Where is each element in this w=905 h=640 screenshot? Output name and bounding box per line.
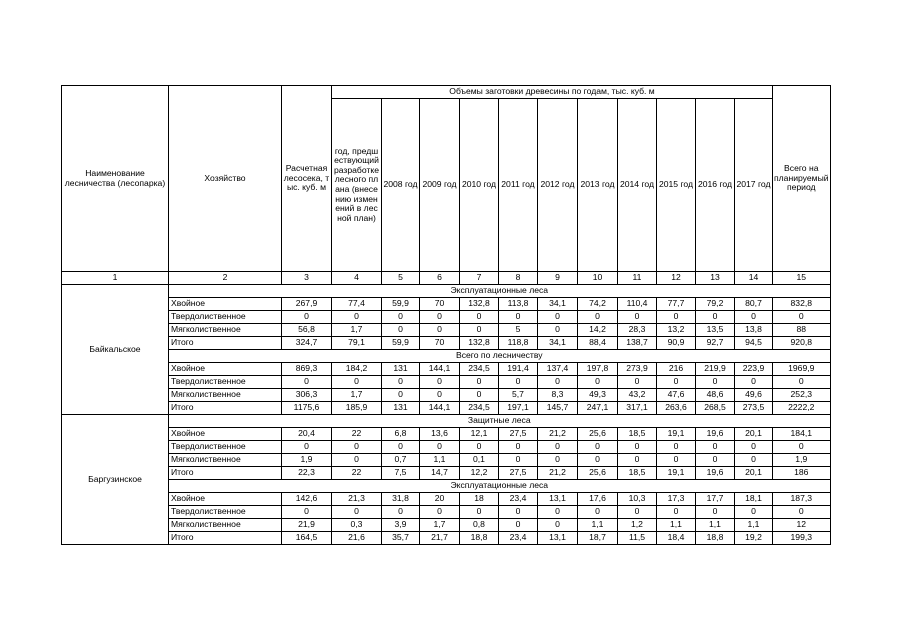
table-row (62, 506, 831, 519)
column-number: 9 (538, 272, 578, 285)
value-cell: 0 (657, 311, 696, 324)
value-cell: 267,9 (282, 298, 332, 311)
value-cell: 31,8 (382, 493, 420, 506)
value-cell: 1,2 (618, 519, 657, 532)
value-cell: 0 (657, 376, 696, 389)
value-cell: 0 (696, 376, 735, 389)
value-cell: 18,5 (618, 467, 657, 480)
value-cell: 0 (382, 324, 420, 337)
value-cell: 5,7 (499, 389, 538, 402)
column-numbers-row (62, 272, 831, 285)
value-cell: 21,3 (332, 493, 382, 506)
value-cell: 88,4 (578, 337, 618, 350)
value-cell: 23,4 (499, 493, 538, 506)
value-cell: 70 (420, 298, 460, 311)
value-cell: 19,6 (696, 467, 735, 480)
value-cell: 3,9 (382, 519, 420, 532)
table-row (62, 311, 831, 324)
value-cell: 0 (657, 506, 696, 519)
value-cell: 0 (618, 506, 657, 519)
value-cell: 77,7 (657, 298, 696, 311)
value-cell: 18,5 (618, 428, 657, 441)
value-cell: 0,8 (460, 519, 499, 532)
value-cell: 0 (657, 441, 696, 454)
table-row (62, 519, 831, 532)
value-cell: 869,3 (282, 363, 332, 376)
value-cell: 13,5 (696, 324, 735, 337)
value-cell: 0 (773, 311, 831, 324)
value-cell: 0,7 (382, 454, 420, 467)
value-cell: 216 (657, 363, 696, 376)
value-cell: 0 (332, 311, 382, 324)
value-cell: 34,1 (538, 337, 578, 350)
header-year: 2013 год (578, 99, 618, 272)
header-year: 2009 год (420, 99, 460, 272)
value-cell: 197,1 (499, 402, 538, 415)
value-cell: 0 (773, 441, 831, 454)
value-cell: 19,6 (696, 428, 735, 441)
value-cell: 0,1 (460, 454, 499, 467)
value-cell: 0 (382, 441, 420, 454)
value-cell: 0 (460, 389, 499, 402)
value-cell: 0 (420, 324, 460, 337)
value-cell: 184,2 (332, 363, 382, 376)
value-cell: 0 (578, 454, 618, 467)
value-cell: 219,9 (696, 363, 735, 376)
value-cell: 273,5 (735, 402, 773, 415)
value-cell: 0 (538, 376, 578, 389)
header-year: 2011 год (499, 99, 538, 272)
value-cell: 21,7 (420, 532, 460, 545)
value-cell: 263,6 (657, 402, 696, 415)
section-title: Всего по лесничеству (169, 350, 831, 363)
economy-type: Твердолиственное (169, 311, 282, 324)
value-cell: 0 (773, 506, 831, 519)
value-cell: 47,6 (657, 389, 696, 402)
value-cell: 113,8 (499, 298, 538, 311)
value-cell: 34,1 (538, 298, 578, 311)
value-cell: 94,5 (735, 337, 773, 350)
table-row (62, 376, 831, 389)
value-cell: 17,3 (657, 493, 696, 506)
value-cell: 0 (657, 454, 696, 467)
value-cell: 48,6 (696, 389, 735, 402)
value-cell: 18,7 (578, 532, 618, 545)
value-cell: 0 (735, 441, 773, 454)
header-year: 2010 год (460, 99, 499, 272)
economy-type: Хвойное (169, 363, 282, 376)
value-cell: 0 (735, 376, 773, 389)
value-cell: 0 (382, 376, 420, 389)
value-cell: 234,5 (460, 363, 499, 376)
value-cell: 0 (282, 506, 332, 519)
table-row (62, 389, 831, 402)
value-cell: 1,9 (282, 454, 332, 467)
value-cell: 0 (282, 376, 332, 389)
value-cell: 13,1 (538, 532, 578, 545)
economy-type: Итого (169, 532, 282, 545)
value-cell: 22,3 (282, 467, 332, 480)
economy-type: Итого (169, 402, 282, 415)
value-cell: 20,1 (735, 467, 773, 480)
value-cell: 0 (460, 441, 499, 454)
value-cell: 1,1 (696, 519, 735, 532)
header-allowable-cut: Расчетная лесосека, тыс. куб. м (282, 86, 332, 272)
economy-type: Мягколиственное (169, 389, 282, 402)
value-cell: 0 (499, 376, 538, 389)
value-cell: 0 (735, 506, 773, 519)
value-cell: 35,7 (382, 532, 420, 545)
value-cell: 18,4 (657, 532, 696, 545)
table-row (62, 493, 831, 506)
value-cell: 1969,9 (773, 363, 831, 376)
economy-type: Твердолиственное (169, 441, 282, 454)
value-cell: 27,5 (499, 428, 538, 441)
column-number: 11 (618, 272, 657, 285)
value-cell: 28,3 (618, 324, 657, 337)
value-cell: 0 (538, 441, 578, 454)
value-cell: 110,4 (618, 298, 657, 311)
value-cell: 273,9 (618, 363, 657, 376)
value-cell: 0 (382, 389, 420, 402)
value-cell: 14,7 (420, 467, 460, 480)
value-cell: 59,9 (382, 337, 420, 350)
value-cell: 247,1 (578, 402, 618, 415)
column-number: 14 (735, 272, 773, 285)
value-cell: 118,8 (499, 337, 538, 350)
value-cell: 22 (332, 428, 382, 441)
column-number: 4 (332, 272, 382, 285)
value-cell: 0 (499, 311, 538, 324)
value-cell: 77,4 (332, 298, 382, 311)
value-cell: 0 (735, 311, 773, 324)
column-number: 3 (282, 272, 332, 285)
value-cell: 8,3 (538, 389, 578, 402)
value-cell: 19,2 (735, 532, 773, 545)
value-cell: 19,1 (657, 428, 696, 441)
value-cell: 317,1 (618, 402, 657, 415)
value-cell: 7,5 (382, 467, 420, 480)
value-cell: 0 (332, 441, 382, 454)
value-cell: 18 (460, 493, 499, 506)
column-number: 12 (657, 272, 696, 285)
column-number: 2 (169, 272, 282, 285)
value-cell: 56,8 (282, 324, 332, 337)
value-cell: 23,4 (499, 532, 538, 545)
section-row (62, 285, 831, 298)
header-forestry: Наименование лесничества (лесопарка) (62, 86, 169, 272)
value-cell: 142,6 (282, 493, 332, 506)
section-row (62, 415, 831, 428)
value-cell: 6,8 (382, 428, 420, 441)
value-cell: 27,5 (499, 467, 538, 480)
column-number: 7 (460, 272, 499, 285)
value-cell: 13,8 (735, 324, 773, 337)
table-row (62, 532, 831, 545)
value-cell: 1,1 (578, 519, 618, 532)
value-cell: 12,1 (460, 428, 499, 441)
table-row (62, 298, 831, 311)
value-cell: 80,7 (735, 298, 773, 311)
value-cell: 0,3 (332, 519, 382, 532)
value-cell: 0 (420, 311, 460, 324)
value-cell: 0 (460, 376, 499, 389)
value-cell: 92,7 (696, 337, 735, 350)
table-row (62, 428, 831, 441)
table-row (62, 454, 831, 467)
value-cell: 22 (332, 467, 382, 480)
value-cell: 1,9 (773, 454, 831, 467)
section-title: Защитные леса (169, 415, 831, 428)
value-cell: 252,3 (773, 389, 831, 402)
value-cell: 1,7 (420, 519, 460, 532)
value-cell: 920,8 (773, 337, 831, 350)
header-total-period: Всего на планируемый период (773, 86, 831, 272)
economy-type: Итого (169, 337, 282, 350)
value-cell: 138,7 (618, 337, 657, 350)
value-cell: 145,7 (538, 402, 578, 415)
value-cell: 0 (420, 441, 460, 454)
value-cell: 12,2 (460, 467, 499, 480)
table-row (62, 337, 831, 350)
value-cell: 0 (460, 311, 499, 324)
value-cell: 164,5 (282, 532, 332, 545)
value-cell: 79,2 (696, 298, 735, 311)
value-cell: 199,3 (773, 532, 831, 545)
logging-volume-table (61, 85, 831, 545)
column-number: 8 (499, 272, 538, 285)
value-cell: 0 (420, 389, 460, 402)
value-cell: 0 (538, 311, 578, 324)
economy-type: Мягколиственное (169, 324, 282, 337)
value-cell: 268,5 (696, 402, 735, 415)
value-cell: 0 (618, 311, 657, 324)
value-cell: 17,6 (578, 493, 618, 506)
value-cell: 74,2 (578, 298, 618, 311)
value-cell: 0 (578, 376, 618, 389)
value-cell: 17,7 (696, 493, 735, 506)
value-cell: 0 (332, 506, 382, 519)
value-cell: 0 (578, 441, 618, 454)
value-cell: 223,9 (735, 363, 773, 376)
value-cell: 1,7 (332, 324, 382, 337)
table-row (62, 363, 831, 376)
value-cell: 18,8 (460, 532, 499, 545)
value-cell: 0 (578, 311, 618, 324)
value-cell: 12 (773, 519, 831, 532)
value-cell: 0 (578, 506, 618, 519)
value-cell: 0 (499, 506, 538, 519)
value-cell: 0 (460, 324, 499, 337)
value-cell: 18,1 (735, 493, 773, 506)
value-cell: 1,7 (332, 389, 382, 402)
value-cell: 186 (773, 467, 831, 480)
value-cell: 197,8 (578, 363, 618, 376)
economy-type: Итого (169, 467, 282, 480)
value-cell: 0 (618, 376, 657, 389)
value-cell: 0 (538, 454, 578, 467)
value-cell: 0 (282, 311, 332, 324)
value-cell: 18,8 (696, 532, 735, 545)
value-cell: 1,1 (420, 454, 460, 467)
column-number: 10 (578, 272, 618, 285)
value-cell: 0 (420, 506, 460, 519)
value-cell: 0 (382, 311, 420, 324)
value-cell: 20,4 (282, 428, 332, 441)
value-cell: 90,9 (657, 337, 696, 350)
value-cell: 144,1 (420, 402, 460, 415)
value-cell: 0 (618, 454, 657, 467)
value-cell: 1,1 (657, 519, 696, 532)
value-cell: 25,6 (578, 467, 618, 480)
value-cell: 21,2 (538, 428, 578, 441)
value-cell: 25,6 (578, 428, 618, 441)
value-cell: 1,1 (735, 519, 773, 532)
value-cell: 0 (499, 519, 538, 532)
table-row (62, 467, 831, 480)
value-cell: 0 (618, 441, 657, 454)
forestry-name: Байкальское (62, 285, 169, 415)
table-row (62, 441, 831, 454)
column-number: 6 (420, 272, 460, 285)
value-cell: 187,3 (773, 493, 831, 506)
value-cell: 0 (538, 324, 578, 337)
table-row (62, 324, 831, 337)
value-cell: 0 (696, 454, 735, 467)
value-cell: 21,6 (332, 532, 382, 545)
value-cell: 10,3 (618, 493, 657, 506)
value-cell: 21,2 (538, 467, 578, 480)
value-cell: 13,2 (657, 324, 696, 337)
value-cell: 132,8 (460, 298, 499, 311)
economy-type: Твердолиственное (169, 376, 282, 389)
column-number: 5 (382, 272, 420, 285)
section-row (62, 480, 831, 493)
value-cell: 11,5 (618, 532, 657, 545)
header-year: 2008 год (382, 99, 420, 272)
value-cell: 88 (773, 324, 831, 337)
column-number: 1 (62, 272, 169, 285)
value-cell: 0 (696, 441, 735, 454)
value-cell: 13,1 (538, 493, 578, 506)
value-cell: 0 (460, 506, 499, 519)
value-cell: 0 (499, 454, 538, 467)
value-cell: 43,2 (618, 389, 657, 402)
header-year: 2017 год (735, 99, 773, 272)
economy-type: Хвойное (169, 493, 282, 506)
value-cell: 0 (538, 506, 578, 519)
value-cell: 49,6 (735, 389, 773, 402)
economy-type: Хвойное (169, 298, 282, 311)
value-cell: 132,8 (460, 337, 499, 350)
value-cell: 2222,2 (773, 402, 831, 415)
value-cell: 184,1 (773, 428, 831, 441)
value-cell: 1175,6 (282, 402, 332, 415)
value-cell: 191,4 (499, 363, 538, 376)
value-cell: 0 (420, 376, 460, 389)
value-cell: 14,2 (578, 324, 618, 337)
header-volume-group: Объемы заготовки древесины по годам, тыс. куб. м (332, 86, 773, 99)
value-cell: 21,9 (282, 519, 332, 532)
section-row (62, 350, 831, 363)
value-cell: 131 (382, 402, 420, 415)
economy-type: Хвойное (169, 428, 282, 441)
value-cell: 0 (735, 454, 773, 467)
economy-type: Мягколиственное (169, 454, 282, 467)
economy-type: Твердолиственное (169, 506, 282, 519)
header-year: 2012 год (538, 99, 578, 272)
value-cell: 0 (499, 441, 538, 454)
value-cell: 324,7 (282, 337, 332, 350)
value-cell: 832,8 (773, 298, 831, 311)
header-previous-year: год, предшествующий разработке лесного плана (внесению изменений в лесной план) (332, 99, 382, 272)
value-cell: 79,1 (332, 337, 382, 350)
header-year: 2014 год (618, 99, 657, 272)
forestry-name: Баргузинское (62, 415, 169, 545)
value-cell: 0 (332, 454, 382, 467)
value-cell: 0 (696, 311, 735, 324)
value-cell: 234,5 (460, 402, 499, 415)
value-cell: 70 (420, 337, 460, 350)
value-cell: 306,3 (282, 389, 332, 402)
value-cell: 0 (773, 376, 831, 389)
header-economy: Хозяйство (169, 86, 282, 272)
value-cell: 0 (696, 506, 735, 519)
value-cell: 0 (538, 519, 578, 532)
value-cell: 19,1 (657, 467, 696, 480)
value-cell: 20 (420, 493, 460, 506)
value-cell: 137,4 (538, 363, 578, 376)
value-cell: 5 (499, 324, 538, 337)
header-year: 2016 год (696, 99, 735, 272)
economy-type: Мягколиственное (169, 519, 282, 532)
section-title: Эксплуатационные леса (169, 480, 831, 493)
value-cell: 59,9 (382, 298, 420, 311)
value-cell: 0 (332, 376, 382, 389)
value-cell: 185,9 (332, 402, 382, 415)
header-year: 2015 год (657, 99, 696, 272)
column-number: 15 (773, 272, 831, 285)
table-row (62, 402, 831, 415)
value-cell: 0 (282, 441, 332, 454)
value-cell: 0 (382, 506, 420, 519)
section-title: Эксплуатационные леса (169, 285, 831, 298)
value-cell: 13,6 (420, 428, 460, 441)
value-cell: 131 (382, 363, 420, 376)
value-cell: 20,1 (735, 428, 773, 441)
column-number: 13 (696, 272, 735, 285)
value-cell: 144,1 (420, 363, 460, 376)
value-cell: 49,3 (578, 389, 618, 402)
